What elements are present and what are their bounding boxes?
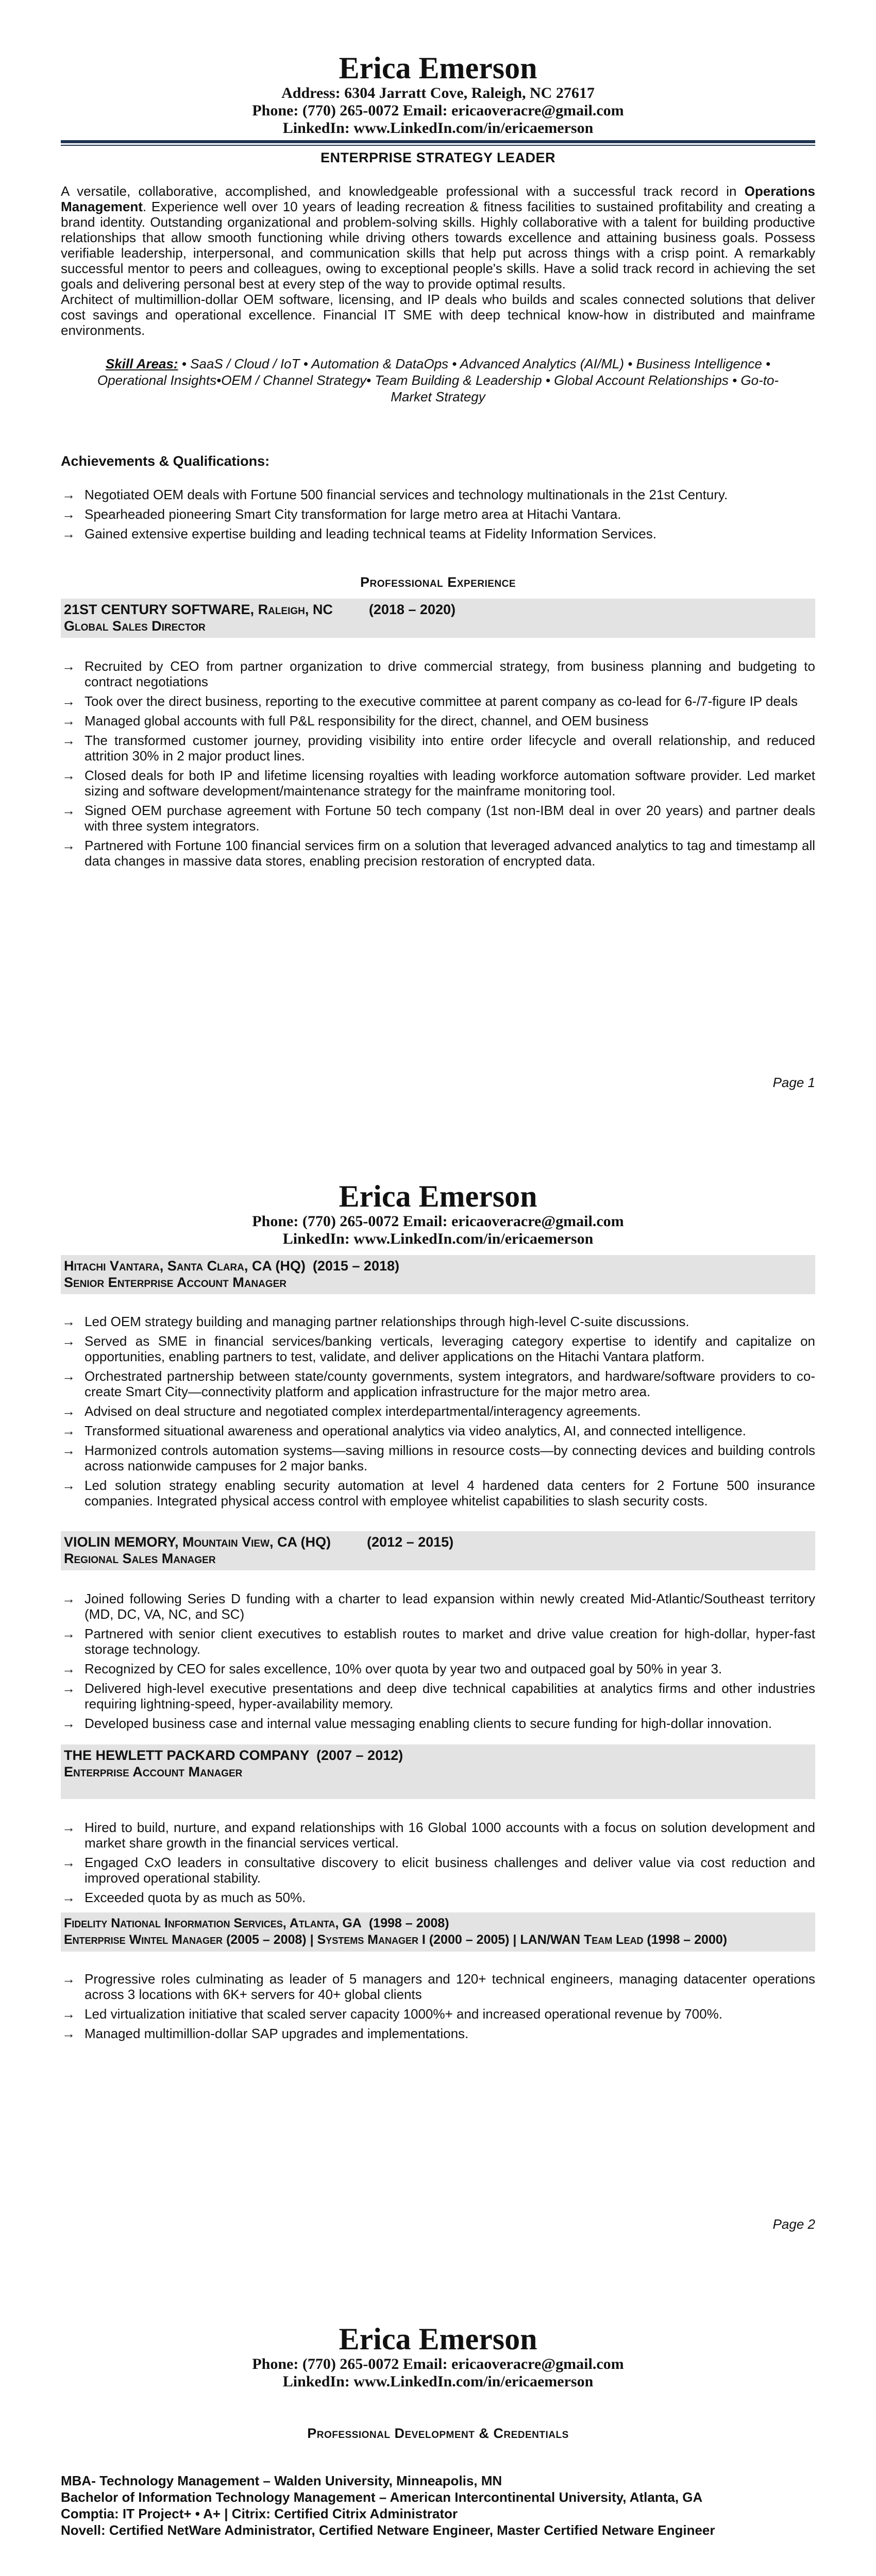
arrow-icon: → [62, 1820, 75, 1835]
list-item: → Harmonized controls automation systems—saving millions in resource costs—by connecting devices and building controls across nationwide campuses for 2 major banks. [62, 1443, 815, 1473]
page-number: Page 2 [772, 2216, 815, 2232]
arrow-icon: → [62, 1478, 75, 1493]
job-company: THE HEWLETT PACKARD COMPANY [64, 1748, 309, 1763]
achievements-list [61, 487, 815, 541]
job-header-fidelity [61, 1912, 815, 1952]
summary-paragraph-1 [61, 183, 815, 292]
list-item: → Delivered high-level executive presentations and deep dive technical capabilities at analytics firms and other industries requiring lightning-speed, hyper-availability memory. [62, 1681, 815, 1711]
page-1 [0, 52, 876, 873]
skill-areas [92, 355, 784, 405]
job-company: Fidelity National Information Services, Atlanta, GA [64, 1916, 362, 1930]
list-item: Novell: Certified NetWare Administrator, Certified Netware Engineer, Master Certified Netware Engineer [61, 2522, 715, 2538]
list-item: → Served as SME in financial services/banking verticals, leveraging category expertise to identify and capitalize on opportunities, enabling partners to test, validate, and deliver applications on the Hitachi Vantara platform. [62, 1333, 815, 1364]
job-bullets-21st-century [61, 658, 815, 869]
page-3 [0, 2323, 876, 2576]
candidate-name: Erica Emerson [339, 2322, 537, 2356]
list-item: MBA- Technology Management – Walden University, Minneapolis, MN [61, 2473, 502, 2488]
arrow-icon: → [62, 1681, 75, 1696]
achievements-title: Achievements & Qualifications: [61, 453, 270, 469]
list-item: → Negotiated OEM deals with Fortune 500 financial services and technology multinationals in the 21st Century. [62, 487, 728, 502]
job-dates: (1998 – 2008) [368, 1916, 449, 1930]
experience-title: Professional Experience [360, 574, 516, 590]
job-title: Senior Enterprise Account Manager [64, 1275, 287, 1290]
list-item: → Joined following Series D funding with a charter to lead expansion within newly created Mid-Atlantic/Southeast territory (MD, DC, VA, NC, and SC) [62, 1591, 815, 1622]
list-item: → Hired to build, nurture, and expand relationships with 16 Global 1000 accounts with a focus on solution development and market share growth in the financial services vertical. [62, 1820, 815, 1851]
contact-line: Phone: (770) 265-0072 Email: ericaoveracre@gmail.com [252, 1213, 624, 1230]
arrow-icon: → [62, 693, 75, 709]
arrow-icon: → [62, 1716, 75, 1731]
summary-text-c: . Experience well over 10 years of leading recreation & fitness facilities to sustained profitability and creating a brand identity. Outstanding organizational and problem-solving skills. Highly collaborative with a talent for building productive relationships that allow smooth functioning while driving others towards excellence and attaining business goals. Possess verifiable leadership, interpersonal, and communication skills that help put across things with a crisp point. A remarkably successful mentor to peers and colleagues, owing to exceptional people's skills. Have a solid track record in achieving the set goals and delivering personal best at every step of the way to provide optimal results. [61, 199, 815, 292]
arrow-icon: → [62, 2006, 75, 2022]
arrow-icon: → [62, 526, 75, 541]
list-item: → Managed multimillion-dollar SAP upgrades and implementations. [62, 2026, 469, 2041]
list-item: → Partnered with senior client executives to establish routes to market and drive value creation for high-dollar, hyper-fast storage technology. [62, 1626, 815, 1657]
list-item: → Engaged CxO leaders in consultative discovery to elicit business challenges and deliver value via cost reduction and improved operational stability. [62, 1855, 815, 1886]
arrow-icon: → [62, 1443, 75, 1458]
list-item: → Led OEM strategy building and managing partner relationships through high-level C-suite discussions. [62, 1314, 689, 1329]
summary-emphasis: Operations Management [61, 183, 815, 214]
list-item: → Exceeded quota by as much as 50%. [62, 1890, 306, 1905]
contact-line: Phone: (770) 265-0072 Email: ericaoveracre@gmail.com [252, 102, 624, 119]
job-title: Enterprise Wintel Manager (2005 – 2008) | Systems Manager I (2000 – 2005) | LAN/WAN Team Lead (1998 – 2000) [64, 1933, 728, 1947]
page-number: Page 1 [772, 1075, 815, 1090]
credentials-list [61, 2472, 815, 2538]
job-location: Mountain View, CA (HQ) [178, 1534, 331, 1550]
arrow-icon: → [62, 838, 75, 853]
skill-areas-text: • SaaS / Cloud / IoT • Automation & DataOps • Advanced Analytics (AI/ML) • Business Intelligence • Operational Insights•OEM / Channel Strategy• Team Building & Leadership • Global Account Relationships • Go-to-Market Strategy [97, 356, 779, 404]
arrow-icon: → [62, 1423, 75, 1438]
candidate-name: Erica Emerson [339, 51, 537, 85]
job-header-violin [61, 1531, 815, 1570]
list-item: → Signed OEM purchase agreement with Fortune 50 tech company (1st non-IBM deal in over 20 years) and partner deals with three system integrators. [62, 803, 815, 834]
summary-paragraph-2: Architect of multimillion-dollar OEM software, licensing, and IP deals who builds and scales connected solutions that deliver cost savings and operational excellence. Financial IT SME with deep technical know-how in distributed and mainframe environments. [61, 292, 815, 338]
list-item: → Developed business case and internal value messaging enabling clients to secure funding for high-dollar innovation. [62, 1716, 772, 1731]
list-item: → Spearheaded pioneering Smart City transformation for large metro area at Hitachi Vantara. [62, 506, 621, 522]
arrow-icon: → [62, 1368, 75, 1384]
list-item: → Partnered with Fortune 100 financial services firm on a solution that leveraged advanced analytics to tag and timestamp all data changes in massive data stores, enabling precision restoration of encrypted data. [62, 838, 815, 869]
arrow-icon: → [62, 1626, 75, 1641]
headline: ENTERPRISE STRATEGY LEADER [320, 150, 556, 165]
job-dates: (2018 – 2020) [368, 602, 456, 617]
linkedin-line: LinkedIn: www.LinkedIn.com/in/ericaemerson [282, 1230, 594, 1247]
arrow-icon: → [62, 487, 75, 502]
job-title: Global Sales Director [64, 618, 206, 634]
job-bullets-hitachi [61, 1314, 815, 1509]
list-item: → Led virtualization initiative that scaled server capacity 1000%+ and increased operational revenue by 700%. [62, 2006, 722, 2022]
job-company: Hitachi Vantara, Santa Clara, CA (HQ) [64, 1258, 306, 1274]
list-item: → Recruited by CEO from partner organization to drive commercial strategy, from business planning and budgeting to contract negotiations [62, 658, 815, 689]
arrow-icon: → [62, 1333, 75, 1349]
job-company: 21ST CENTURY SOFTWARE, [64, 602, 255, 617]
list-item: → Progressive roles culminating as leader of 5 managers and 120+ technical engineers, managing datacenter operations across 3 locations with 6K+ servers for 40+ global clients [62, 1971, 815, 2002]
arrow-icon: → [62, 1890, 75, 1905]
list-item: → The transformed customer journey, providing visibility into entire order lifecycle and overall relationship, and reduced attrition 30% in 2 major product lines. [62, 733, 815, 764]
job-header-hp [61, 1744, 815, 1799]
job-header-hitachi [61, 1255, 815, 1294]
arrow-icon: → [62, 1591, 75, 1606]
list-item: → Took over the direct business, reporting to the executive committee at parent company as co-lead for 6-/7-figure IP deals [62, 693, 798, 709]
job-header-21st-century [61, 599, 815, 638]
skill-areas-label: Skill Areas: [105, 356, 178, 371]
arrow-icon: → [62, 658, 75, 674]
job-dates: (2012 – 2015) [367, 1534, 454, 1550]
candidate-name: Erica Emerson [339, 1179, 537, 1213]
resume-header [0, 52, 876, 137]
arrow-icon: → [62, 1855, 75, 1870]
arrow-icon: → [62, 2026, 75, 2041]
list-item: → Closed deals for both IP and lifetime licensing royalties with leading workforce automation software provider. Led market sizing and software development/maintenance strategy for the mainframe monitoring tool. [62, 768, 815, 799]
arrow-icon: → [62, 768, 75, 783]
credentials-title: Professional Development & Credentials [307, 2426, 569, 2441]
resume-header [0, 2323, 876, 2391]
page-2 [0, 1180, 876, 2045]
arrow-icon: → [62, 733, 75, 748]
arrow-icon: → [62, 803, 75, 818]
contact-line: Phone: (770) 265-0072 Email: ericaoveracre@gmail.com [252, 2355, 624, 2372]
list-item: → Advised on deal structure and negotiated complex interdepartmental/interagency agreements. [62, 1403, 641, 1419]
list-item: Bachelor of Information Technology Management – American Intercontinental University, Atlanta, GA [61, 2489, 703, 2505]
list-item: → Transformed situational awareness and operational analytics via video analytics, AI, and connected intelligence. [62, 1423, 746, 1438]
job-bullets-hp [61, 1820, 815, 1905]
arrow-icon: → [62, 506, 75, 522]
linkedin-line: LinkedIn: www.LinkedIn.com/in/ericaemerson [282, 120, 594, 137]
job-dates: (2007 – 2012) [316, 1748, 403, 1763]
resume-header [0, 1180, 876, 1248]
job-location: Raleigh, NC [254, 602, 333, 617]
job-company: VIOLIN MEMORY, [64, 1534, 179, 1550]
list-item: Comptia: IT Project+ • A+ | Citrix: Certified Citrix Administrator [61, 2506, 458, 2521]
arrow-icon: → [62, 1403, 75, 1419]
list-item: → Recognized by CEO for sales excellence, 10% over quota by year two and outpaced goal by 50% in year 3. [62, 1661, 722, 1676]
list-item: → Orchestrated partnership between state/county governments, system integrators, and hardware/software providers to co-create Smart City—connectivity platform and application infrastructure for the major metro area. [62, 1368, 815, 1399]
job-title: Enterprise Account Manager [64, 1764, 243, 1780]
job-title: Regional Sales Manager [64, 1551, 216, 1566]
job-dates: (2015 – 2018) [312, 1258, 399, 1274]
arrow-icon: → [62, 713, 75, 728]
header-divider [61, 140, 815, 146]
arrow-icon: → [62, 1661, 75, 1676]
arrow-icon: → [62, 1314, 75, 1329]
address-line: Address: 6304 Jarratt Cove, Raleigh, NC 27617 [281, 84, 595, 101]
list-item: → Managed global accounts with full P&L responsibility for the direct, channel, and OEM business [62, 713, 649, 728]
job-bullets-fidelity [61, 1971, 815, 2041]
job-bullets-violin [61, 1591, 815, 1731]
linkedin-line: LinkedIn: www.LinkedIn.com/in/ericaemerson [282, 2373, 594, 2390]
arrow-icon: → [62, 1971, 75, 1987]
list-item: → Gained extensive expertise building and leading technical teams at Fidelity Information Services. [62, 526, 656, 541]
list-item: → Led solution strategy enabling security automation at level 4 hardened data centers for 2 Fortune 500 insurance companies. Integrated physical access control with employee whitelist capabilities to slash security costs. [62, 1478, 815, 1509]
summary-text-a: A versatile, collaborative, accomplished, and knowledgeable professional with a successful track record in [61, 183, 745, 199]
